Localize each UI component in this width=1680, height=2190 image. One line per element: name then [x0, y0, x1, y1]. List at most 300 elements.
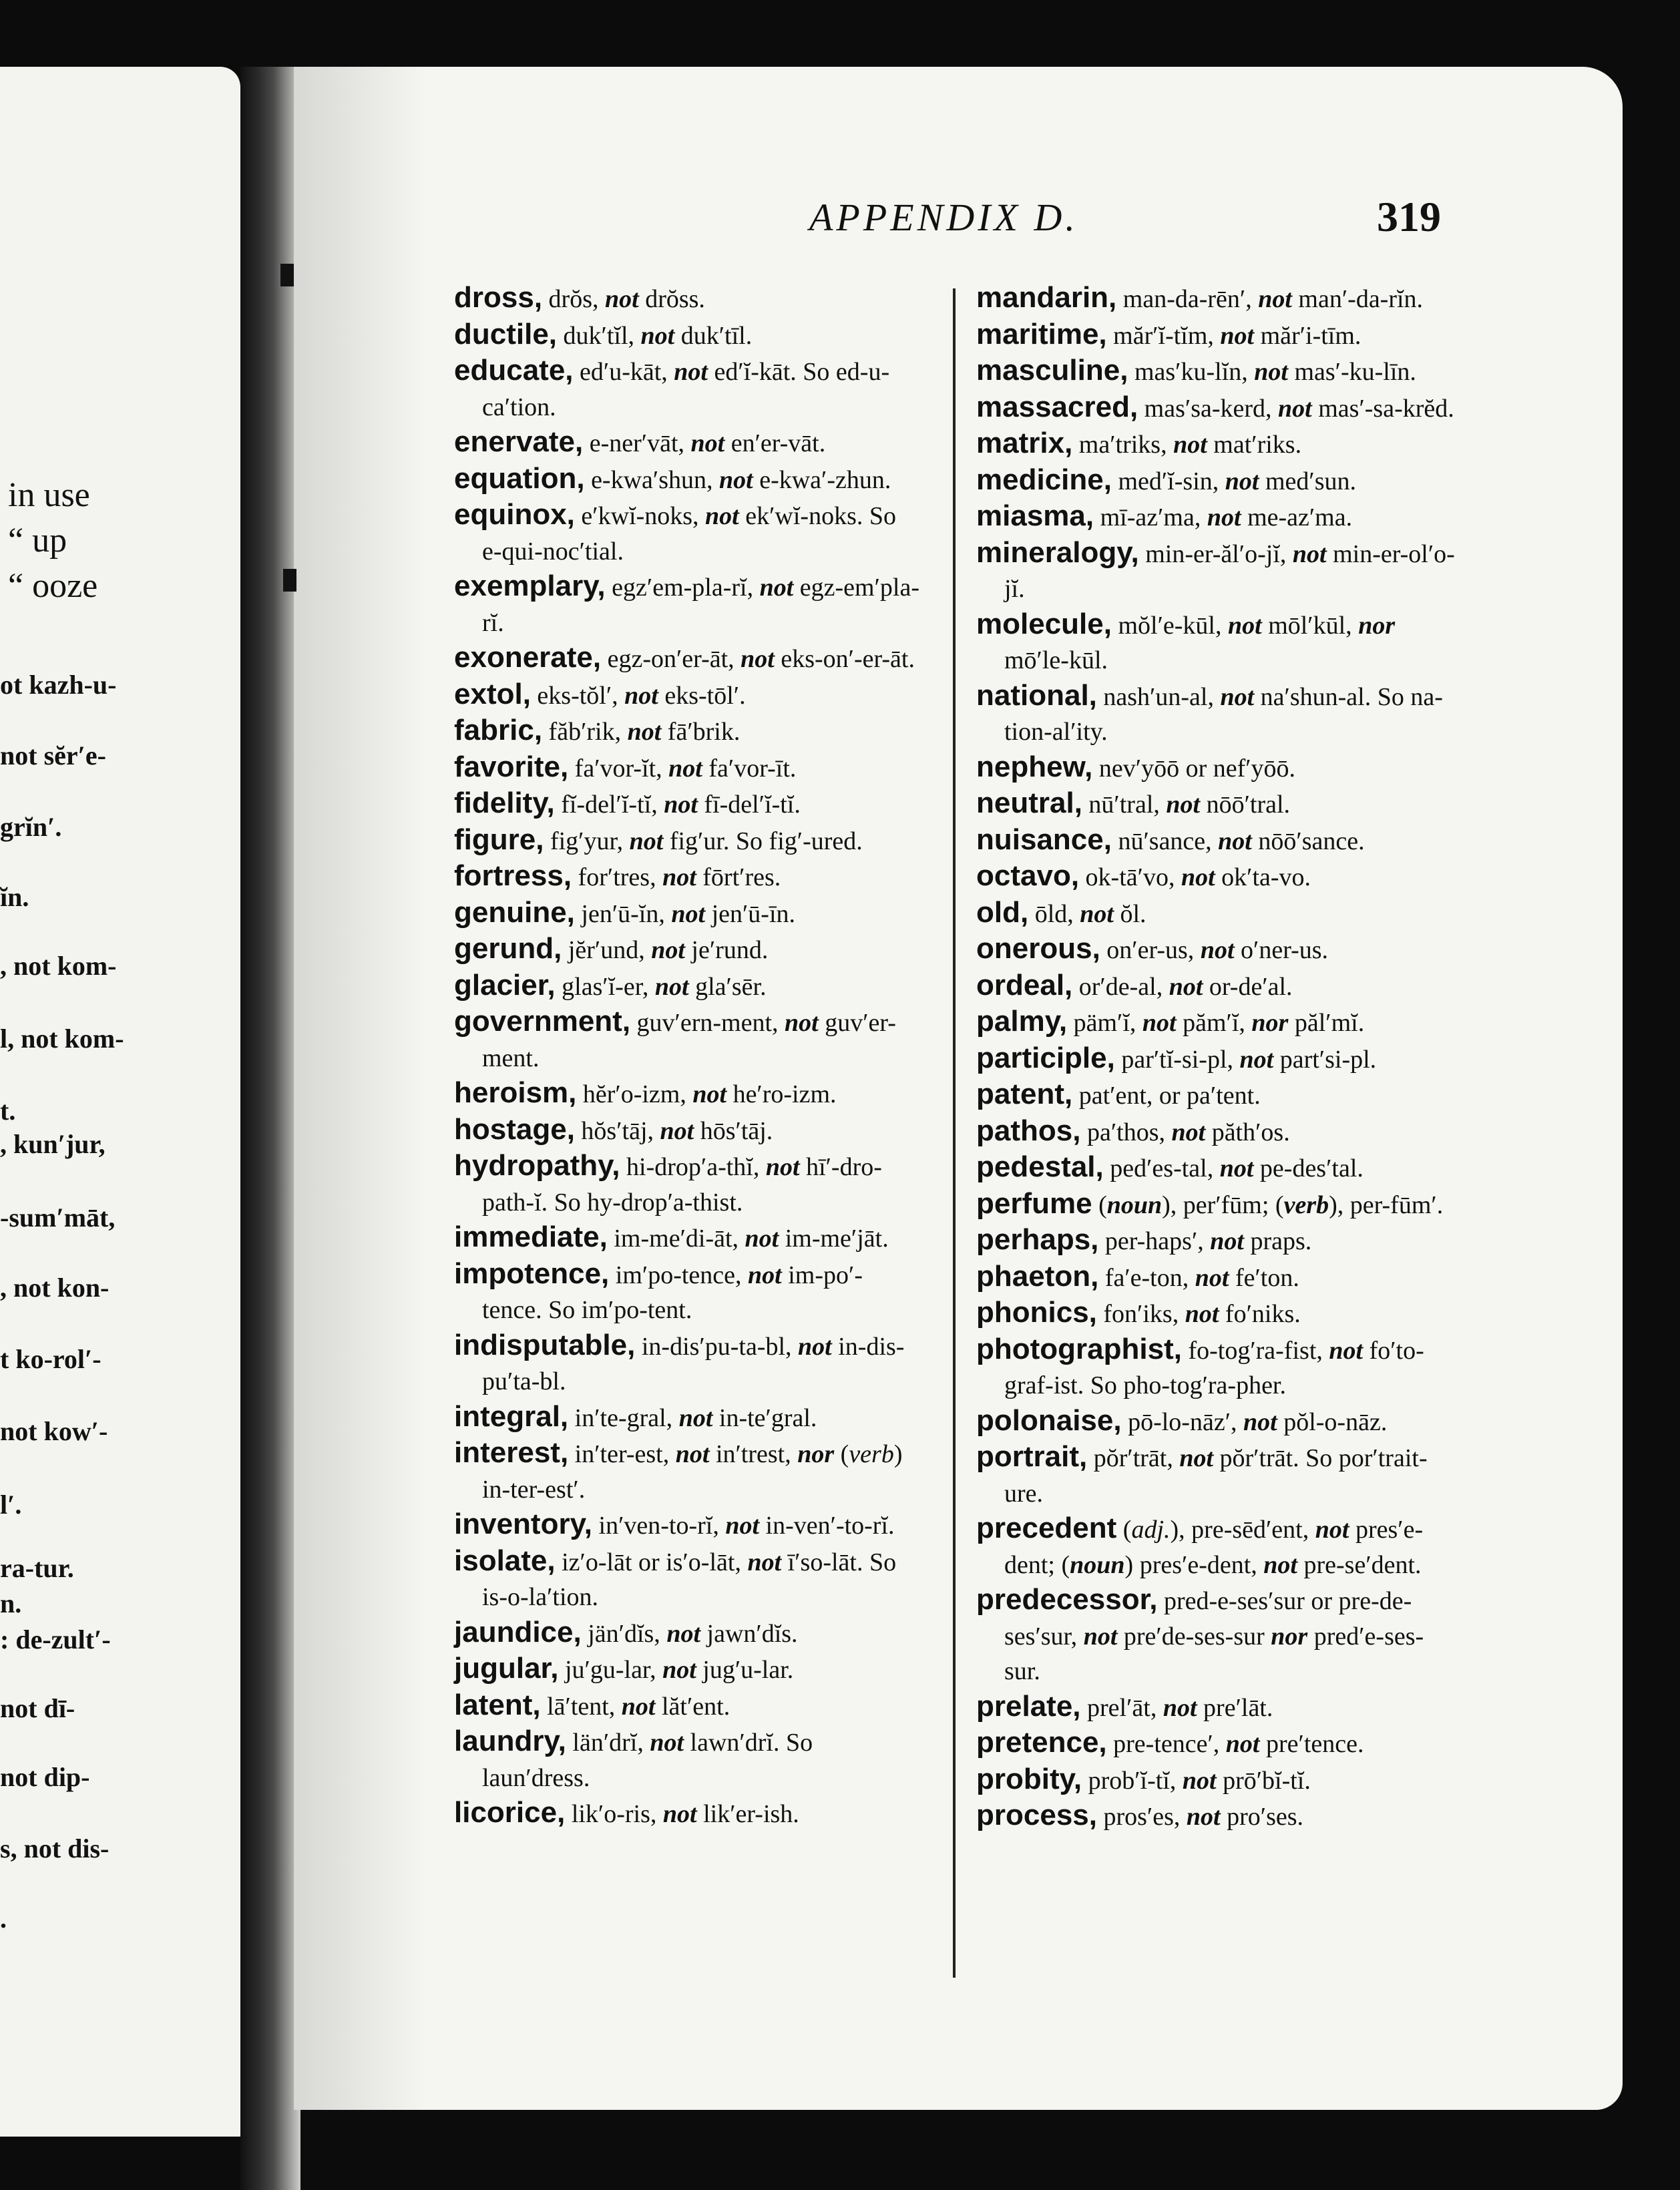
headword: masculine,	[976, 354, 1128, 387]
dictionary-entry	[454, 1651, 921, 1688]
headword: maritime,	[976, 317, 1107, 351]
headword: perfume	[976, 1186, 1092, 1220]
dictionary-entry	[976, 931, 1457, 968]
pronunciation-text: egz′em-pla-rĭ,	[612, 574, 760, 602]
pronunciation-text: pre-se′dent.	[1297, 1550, 1422, 1579]
pronunciation-text: in′trest,	[709, 1440, 798, 1468]
pronunciation-text: ī′so-lāt. So is-o-la′tion.	[482, 1548, 897, 1611]
italic-word: not	[624, 681, 658, 710]
pronunciation-text: med′sun.	[1259, 467, 1356, 495]
previous-page-text-fragment: t.	[0, 1096, 16, 1126]
pronunciation-text: ŏl.	[1113, 899, 1146, 928]
pronunciation-text: ju′gu-lar,	[564, 1656, 663, 1684]
dictionary-entry	[454, 823, 921, 859]
pronunciation-text: nōō′tral.	[1200, 791, 1291, 819]
headword: nephew,	[976, 750, 1093, 783]
dictionary-entry	[454, 1399, 921, 1436]
dictionary-entry	[454, 750, 921, 787]
italic-word: not	[1186, 1803, 1221, 1831]
pronunciation-text: fĭ-del′ĭ-tĭ,	[561, 791, 664, 819]
dictionary-entry	[976, 280, 1457, 317]
headword: integral,	[454, 1399, 569, 1433]
italic-word: not	[1239, 1045, 1274, 1074]
italic-word: not	[629, 827, 664, 855]
dictionary-entry	[454, 1148, 921, 1220]
binding-thread-mark	[283, 569, 296, 592]
pronunciation-text: me-az′ma.	[1241, 503, 1353, 531]
pronunciation-text: prob′ĭ-tĭ,	[1088, 1766, 1183, 1795]
headword: national,	[976, 678, 1097, 712]
dictionary-entry	[976, 1004, 1457, 1041]
previous-page-text-fragment: .	[0, 1904, 7, 1934]
italic-word: not	[660, 1116, 694, 1145]
pronunciation-text: or-de′al.	[1203, 972, 1293, 1001]
headword: old,	[976, 895, 1029, 929]
italic-word: not	[654, 972, 689, 1001]
italic-word: not	[1220, 682, 1255, 711]
italic-word: not	[1182, 1766, 1217, 1795]
italic-word: not	[1181, 863, 1215, 891]
pronunciation-text: mat′riks.	[1207, 431, 1302, 459]
pronunciation-text: prō′bĭ-tĭ.	[1216, 1766, 1311, 1795]
pronunciation-text: mō′le-kūl.	[1004, 646, 1108, 674]
pronunciation-text: pres′e-dent; (	[1004, 1516, 1424, 1579]
headword: dross,	[454, 281, 543, 314]
pronunciation-text: lawn′drĭ. So laun′dress.	[482, 1729, 813, 1792]
pronunciation-text: păl′mĭ.	[1288, 1009, 1365, 1037]
pronunciation-text: he′ro-izm.	[726, 1080, 837, 1108]
pronunciation-text: lik′o-ris,	[571, 1800, 663, 1828]
pronunciation-text: e-ner′vāt,	[589, 429, 691, 457]
pronunciation-text: ) pres′e-dent,	[1124, 1550, 1264, 1579]
page-number: 319	[1377, 193, 1441, 240]
pronunciation-text: lik′er-ish.	[696, 1800, 799, 1828]
pronunciation-text: jen′ū-ĭn,	[581, 899, 672, 928]
headword: inventory,	[454, 1508, 593, 1540]
previous-page-text-fragment: , kun′jur,	[0, 1129, 106, 1159]
dictionary-entry	[976, 678, 1457, 750]
pronunciation-text: fo′niks.	[1219, 1300, 1301, 1328]
pronunciation-text: min-er-ol′o-jĭ.	[1004, 539, 1455, 603]
dictionary-entry	[976, 895, 1457, 932]
italic-word: not	[748, 1261, 782, 1289]
pronunciation-text: duk′tĭl,	[563, 321, 641, 350]
dictionary-entry	[976, 390, 1457, 427]
dictionary-entry	[976, 1041, 1457, 1078]
pronunciation-text: fig′ur. So fig′-ured.	[663, 827, 863, 855]
dictionary-entry	[976, 968, 1457, 1005]
pronunciation-text: fa′vor-ĭt,	[574, 754, 669, 783]
previous-page-text-fragment: t ko-rol′-	[0, 1344, 101, 1374]
pronunciation-text: nū′sance,	[1118, 827, 1219, 855]
pronunciation-text: păm′ĭ,	[1176, 1009, 1252, 1037]
italic-word: not	[1243, 1407, 1277, 1436]
previous-page-text-fragment: ra-tur.	[0, 1553, 74, 1583]
pronunciation-text: mas′ku-lĭn,	[1134, 358, 1255, 386]
headword: enervate,	[454, 425, 584, 458]
pronunciation-text: măr′i-tīm.	[1254, 321, 1361, 350]
previous-page-text-fragment: grĭn′.	[0, 812, 62, 842]
dictionary-entry	[454, 1724, 921, 1795]
italic-word: not	[666, 1619, 701, 1648]
pronunciation-text: pe-des′tal.	[1253, 1154, 1363, 1182]
italic-word: verb	[849, 1440, 894, 1468]
pronunciation-text: e-kwa′-zhun.	[753, 465, 891, 494]
italic-word: nor	[1251, 1009, 1289, 1037]
pronunciation-text: par′tĭ-si-pl,	[1121, 1045, 1240, 1074]
dictionary-entry	[976, 1582, 1457, 1689]
italic-word: not	[668, 754, 702, 783]
pronunciation-text: pŏr′trāt,	[1093, 1444, 1180, 1472]
pronunciation-text: in-dis′pu-ta-bl,	[641, 1332, 799, 1361]
pronunciation-text: nū′tral,	[1088, 791, 1167, 819]
italic-word: not	[692, 1080, 727, 1108]
previous-page-text-fragment: not dip-	[0, 1762, 90, 1792]
dictionary-entry	[454, 1076, 921, 1112]
pronunciation-text: pŏr′trāt. So por′trait-ure.	[1004, 1444, 1428, 1508]
pronunciation-text: iz′o-lāt or is′o-lāt,	[562, 1548, 748, 1576]
pronunciation-text: je′rund.	[684, 936, 769, 964]
headword: equinox,	[454, 498, 575, 531]
italic-word: not	[1210, 1227, 1244, 1255]
italic-word: not	[1080, 899, 1114, 928]
headword: licorice,	[454, 1796, 566, 1829]
headword: miasma,	[976, 499, 1094, 532]
italic-word: not	[1329, 1336, 1363, 1365]
pronunciation-text: eks-on′-er-āt.	[774, 645, 915, 673]
pronunciation-text: na′shun-al. So na-tion-al′ity.	[1004, 682, 1443, 746]
italic-word: noun	[1070, 1550, 1125, 1579]
previous-page-text-fragment: in use	[8, 476, 90, 514]
pronunciation-text: păth′os.	[1205, 1118, 1290, 1146]
italic-word: not	[1083, 1622, 1118, 1651]
dictionary-entry	[454, 1507, 921, 1544]
dictionary-entry	[976, 823, 1457, 859]
italic-word: not	[627, 718, 662, 746]
pronunciation-text: egz-on′er-āt,	[607, 645, 741, 673]
pronunciation-text: pŏl-o-nāz.	[1277, 1407, 1388, 1436]
pronunciation-text: ), pre-sēd′ent,	[1170, 1516, 1315, 1544]
italic-word: not	[671, 899, 706, 928]
headword: onerous,	[976, 932, 1100, 965]
dictionary-entry	[454, 1688, 921, 1725]
dictionary-entry	[976, 859, 1457, 895]
headword: matrix,	[976, 427, 1073, 459]
dictionary-entry	[976, 607, 1457, 678]
headword: laundry,	[454, 1725, 566, 1757]
headword: jaundice,	[454, 1615, 582, 1649]
pronunciation-text: ma′triks,	[1078, 431, 1174, 459]
headword: pedestal,	[976, 1150, 1104, 1183]
italic-word: nor	[797, 1440, 835, 1468]
pronunciation-text: fa′vor-īt.	[702, 754, 797, 783]
pronunciation-text: pred′e-ses-sur.	[1004, 1622, 1424, 1685]
headword: hydropathy,	[454, 1149, 620, 1182]
italic-word: nor	[1271, 1622, 1308, 1651]
dictionary-entry	[976, 1295, 1457, 1332]
headword: gerund,	[454, 932, 562, 965]
dictionary-entry	[454, 786, 921, 823]
pronunciation-text: lăt′ent.	[655, 1692, 730, 1721]
pronunciation-text: fōrt′res.	[696, 863, 781, 891]
pronunciation-text: (	[834, 1440, 849, 1468]
previous-page-text-fragment: l′.	[0, 1490, 22, 1520]
dictionary-entry	[454, 425, 921, 461]
pronunciation-text: pros′es,	[1103, 1803, 1187, 1831]
pronunciation-text: ped′es-tal,	[1110, 1154, 1220, 1182]
italic-word: not	[1254, 358, 1288, 386]
pronunciation-text: prel′āt,	[1087, 1693, 1163, 1722]
pronunciation-text: jen′ū-īn.	[705, 899, 796, 928]
pronunciation-text: guv′er-ment.	[482, 1009, 896, 1072]
pronunciation-text: in-ven′-to-rĭ.	[759, 1512, 895, 1540]
pronunciation-text: in-dis-pu′ta-bl.	[482, 1332, 905, 1395]
dictionary-entry	[454, 1328, 921, 1399]
dictionary-entry	[454, 640, 921, 677]
italic-word: not	[675, 1440, 710, 1468]
headword: mandarin,	[976, 281, 1117, 314]
previous-page-text-fragment: , not kon-	[0, 1273, 110, 1303]
headword: ordeal,	[976, 968, 1073, 1002]
headword: molecule,	[976, 607, 1112, 640]
italic-word: verb	[1283, 1190, 1329, 1219]
headword: latent,	[454, 1688, 541, 1721]
italic-word: not	[785, 1009, 819, 1037]
pronunciation-text: pro′ses.	[1220, 1803, 1304, 1831]
dictionary-entry	[976, 317, 1457, 354]
pronunciation-text: fo′to-graf-ist. So pho-tog′ra-pher.	[1004, 1336, 1424, 1399]
previous-page-text-fragment: not sĕr′e-	[0, 740, 106, 771]
pronunciation-text: pred-e-ses′sur or pre-de-ses′sur,	[1004, 1587, 1412, 1651]
italic-word: not	[1315, 1516, 1349, 1544]
headword: extol,	[454, 677, 531, 710]
headword: ductile,	[454, 317, 558, 351]
pronunciation-text: fo-tog′ra-fist,	[1188, 1336, 1329, 1365]
pronunciation-text: man-da-rēn′,	[1122, 285, 1259, 313]
pronunciation-text: im-me′jāt.	[779, 1225, 889, 1253]
pronunciation-text: fī-del′ĭ-tĭ.	[697, 791, 801, 819]
dictionary-entry	[976, 1150, 1457, 1186]
italic-word: not	[651, 936, 685, 964]
headword: octavo,	[976, 859, 1080, 892]
headword: process,	[976, 1799, 1097, 1831]
pronunciation-text: pre′tence.	[1259, 1730, 1364, 1758]
pronunciation-text: (	[1122, 1516, 1132, 1544]
pronunciation-text: drŏs,	[548, 285, 605, 313]
pronunciation-text: fā′brik.	[661, 718, 741, 746]
headword: medicine,	[976, 463, 1112, 496]
pronunciation-text: jän′dĭs,	[588, 1619, 667, 1648]
dictionary-entry	[454, 1004, 921, 1076]
dictionary-entry	[454, 859, 921, 895]
headword: predecessor,	[976, 1583, 1158, 1616]
pronunciation-text: mōl′kūl,	[1261, 611, 1359, 640]
previous-page-text-fragment: -sum′māt,	[0, 1202, 116, 1233]
italic-word: not	[621, 1692, 656, 1721]
pronunciation-text: min-er-ăl′o-jĭ,	[1145, 539, 1293, 568]
pronunciation-text: fe′ton.	[1229, 1263, 1299, 1292]
dictionary-entry	[976, 1689, 1457, 1726]
pronunciation-text: fa′e-ton,	[1104, 1263, 1195, 1292]
pronunciation-text: ek′wĭ-noks. So e-qui-noc′tial.	[482, 502, 896, 566]
italic-word: not	[1218, 827, 1252, 855]
pronunciation-text: făb′rik,	[548, 718, 628, 746]
pronunciation-text: drŏss.	[638, 285, 705, 313]
headword: isolate,	[454, 1544, 556, 1577]
pronunciation-text: med′ĭ-sin,	[1118, 467, 1225, 495]
pronunciation-text: ok-tā′vo,	[1085, 863, 1181, 891]
pronunciation-text: in′ven-to-rĭ,	[598, 1512, 726, 1540]
italic-word: nor	[1358, 611, 1396, 640]
pronunciation-text: e′kwĭ-noks,	[581, 502, 706, 530]
pronunciation-text: ) in-ter-est′.	[482, 1440, 903, 1504]
pronunciation-text: ed′ĭ-kāt. So ed-u-ca′tion.	[482, 358, 890, 421]
pronunciation-text: pa′thos,	[1086, 1118, 1172, 1146]
italic-word: not	[1185, 1300, 1219, 1328]
pronunciation-text: egz-em′pla-rĭ.	[482, 574, 919, 637]
italic-word: not	[741, 645, 775, 673]
italic-word: not	[1278, 394, 1312, 423]
italic-word: not	[640, 321, 675, 350]
pronunciation-text: o′ner-us.	[1234, 936, 1329, 964]
italic-word: not	[1173, 431, 1207, 459]
pronunciation-text: in-te′gral.	[712, 1403, 817, 1432]
left-column	[454, 280, 921, 1832]
pronunciation-text: fig′yur,	[550, 827, 630, 855]
pronunciation-text: glas′ĭ-er,	[562, 972, 655, 1001]
italic-word: not	[1258, 285, 1292, 313]
binding-thread-mark	[280, 264, 294, 286]
previous-page-text-fragment: l, not kom-	[0, 1024, 124, 1054]
italic-word: not	[662, 1656, 696, 1684]
pronunciation-text: hi-drop′a-thĭ,	[626, 1153, 766, 1181]
dictionary-entry	[976, 535, 1457, 607]
dictionary-entry	[976, 1440, 1457, 1511]
headword: probity,	[976, 1762, 1082, 1795]
pronunciation-text: mī-az′ma,	[1100, 503, 1207, 531]
italic-word: not	[1200, 936, 1235, 964]
headword: favorite,	[454, 750, 569, 783]
dictionary-entry	[976, 750, 1457, 787]
pronunciation-text: ed′u-kāt,	[580, 358, 674, 386]
pronunciation-text: mas′sa-kerd,	[1144, 394, 1279, 423]
pronunciation-text: fon′iks,	[1103, 1300, 1185, 1328]
pronunciation-text: in′te-gral,	[574, 1403, 679, 1432]
pronunciation-text: lā′tent,	[547, 1692, 622, 1721]
previous-page-edge	[0, 67, 240, 2137]
pronunciation-text: im-po′-tence. So im′po-tent.	[482, 1261, 863, 1324]
dictionary-entry	[454, 713, 921, 750]
previous-page-text-fragment: not dī-	[0, 1693, 75, 1723]
pronunciation-text: jĕr′und,	[568, 936, 652, 964]
headword: genuine,	[454, 895, 575, 929]
pronunciation-text: hĕr′o-izm,	[582, 1080, 693, 1108]
headword: mineralogy,	[976, 535, 1139, 569]
pronunciation-text: pre′de-ses-sur	[1117, 1622, 1271, 1651]
italic-word: not	[662, 863, 696, 891]
headword: indisputable,	[454, 1328, 636, 1361]
italic-word: not	[1219, 1154, 1254, 1182]
italic-word: not	[719, 465, 753, 494]
italic-word: not	[705, 502, 739, 530]
italic-word: not	[759, 574, 794, 602]
italic-word: not	[747, 1548, 782, 1576]
italic-word: not	[765, 1153, 800, 1181]
dictionary-entry	[976, 499, 1457, 535]
book-spine	[240, 67, 300, 2190]
pronunciation-text: mas′-ku-līn.	[1287, 358, 1416, 386]
italic-word: not	[1207, 503, 1241, 531]
pronunciation-text: hōs′tāj.	[694, 1116, 773, 1145]
pronunciation-text: (	[1098, 1190, 1107, 1219]
dictionary-entry	[976, 1186, 1457, 1223]
pronunciation-text: ok′ta-vo.	[1215, 863, 1311, 891]
headword: pretence,	[976, 1726, 1107, 1759]
dictionary-entry	[976, 353, 1457, 390]
italic-word: not	[674, 358, 708, 386]
italic-word: not	[1225, 1730, 1260, 1758]
dictionary-entry	[454, 1615, 921, 1652]
dictionary-entry	[976, 1403, 1457, 1440]
italic-word: not	[662, 1800, 697, 1828]
column-divider	[953, 288, 956, 1978]
headword: precedent	[976, 1512, 1117, 1544]
headword: polonaise,	[976, 1403, 1122, 1437]
dictionary-entry	[976, 1511, 1457, 1582]
headword: figure,	[454, 823, 544, 856]
italic-word: not	[745, 1225, 779, 1253]
pronunciation-text: ), per′fūm; (	[1162, 1190, 1284, 1219]
dictionary-entry	[976, 1223, 1457, 1259]
pronunciation-text: e-kwa′shun,	[591, 465, 719, 494]
headword: exemplary,	[454, 570, 606, 602]
dictionary-entry	[976, 1798, 1457, 1835]
headword: jugular,	[454, 1652, 559, 1685]
dictionary-entry	[976, 786, 1457, 823]
pronunciation-text: im′po-tence,	[615, 1261, 749, 1289]
dictionary-entry	[976, 463, 1457, 499]
dictionary-entry	[454, 1795, 921, 1832]
italic-word: not	[1163, 1693, 1197, 1722]
pronunciation-text: or′de-al,	[1078, 972, 1169, 1001]
italic-word: adj.	[1131, 1516, 1171, 1544]
dictionary-entry	[454, 1436, 921, 1507]
previous-page-text-fragment: n.	[0, 1588, 22, 1618]
headword: impotence,	[454, 1257, 610, 1290]
dictionary-entry	[976, 1332, 1457, 1403]
previous-page-text-fragment: s, not dis-	[0, 1833, 110, 1864]
headword: phaeton,	[976, 1259, 1099, 1293]
pronunciation-text: pre-tence′,	[1113, 1730, 1226, 1758]
italic-word: not	[1195, 1263, 1229, 1292]
italic-word: not	[664, 791, 698, 819]
pronunciation-text: for′tres,	[578, 863, 663, 891]
headword: exonerate,	[454, 641, 602, 674]
pronunciation-text: jug′u-lar.	[696, 1656, 794, 1684]
pronunciation-text: gla′sēr.	[688, 972, 767, 1001]
pronunciation-text: nash′un-al,	[1103, 682, 1221, 711]
headword: prelate,	[976, 1689, 1081, 1723]
headword: perhaps,	[976, 1223, 1099, 1256]
dictionary-entry	[454, 1220, 921, 1257]
headword: immediate,	[454, 1221, 608, 1253]
headword: hostage,	[454, 1112, 575, 1146]
dictionary-entry	[454, 968, 921, 1005]
headword: equation,	[454, 461, 585, 495]
dictionary-entry	[976, 1725, 1457, 1762]
pronunciation-text: praps.	[1243, 1227, 1312, 1255]
headword: educate,	[454, 354, 574, 387]
